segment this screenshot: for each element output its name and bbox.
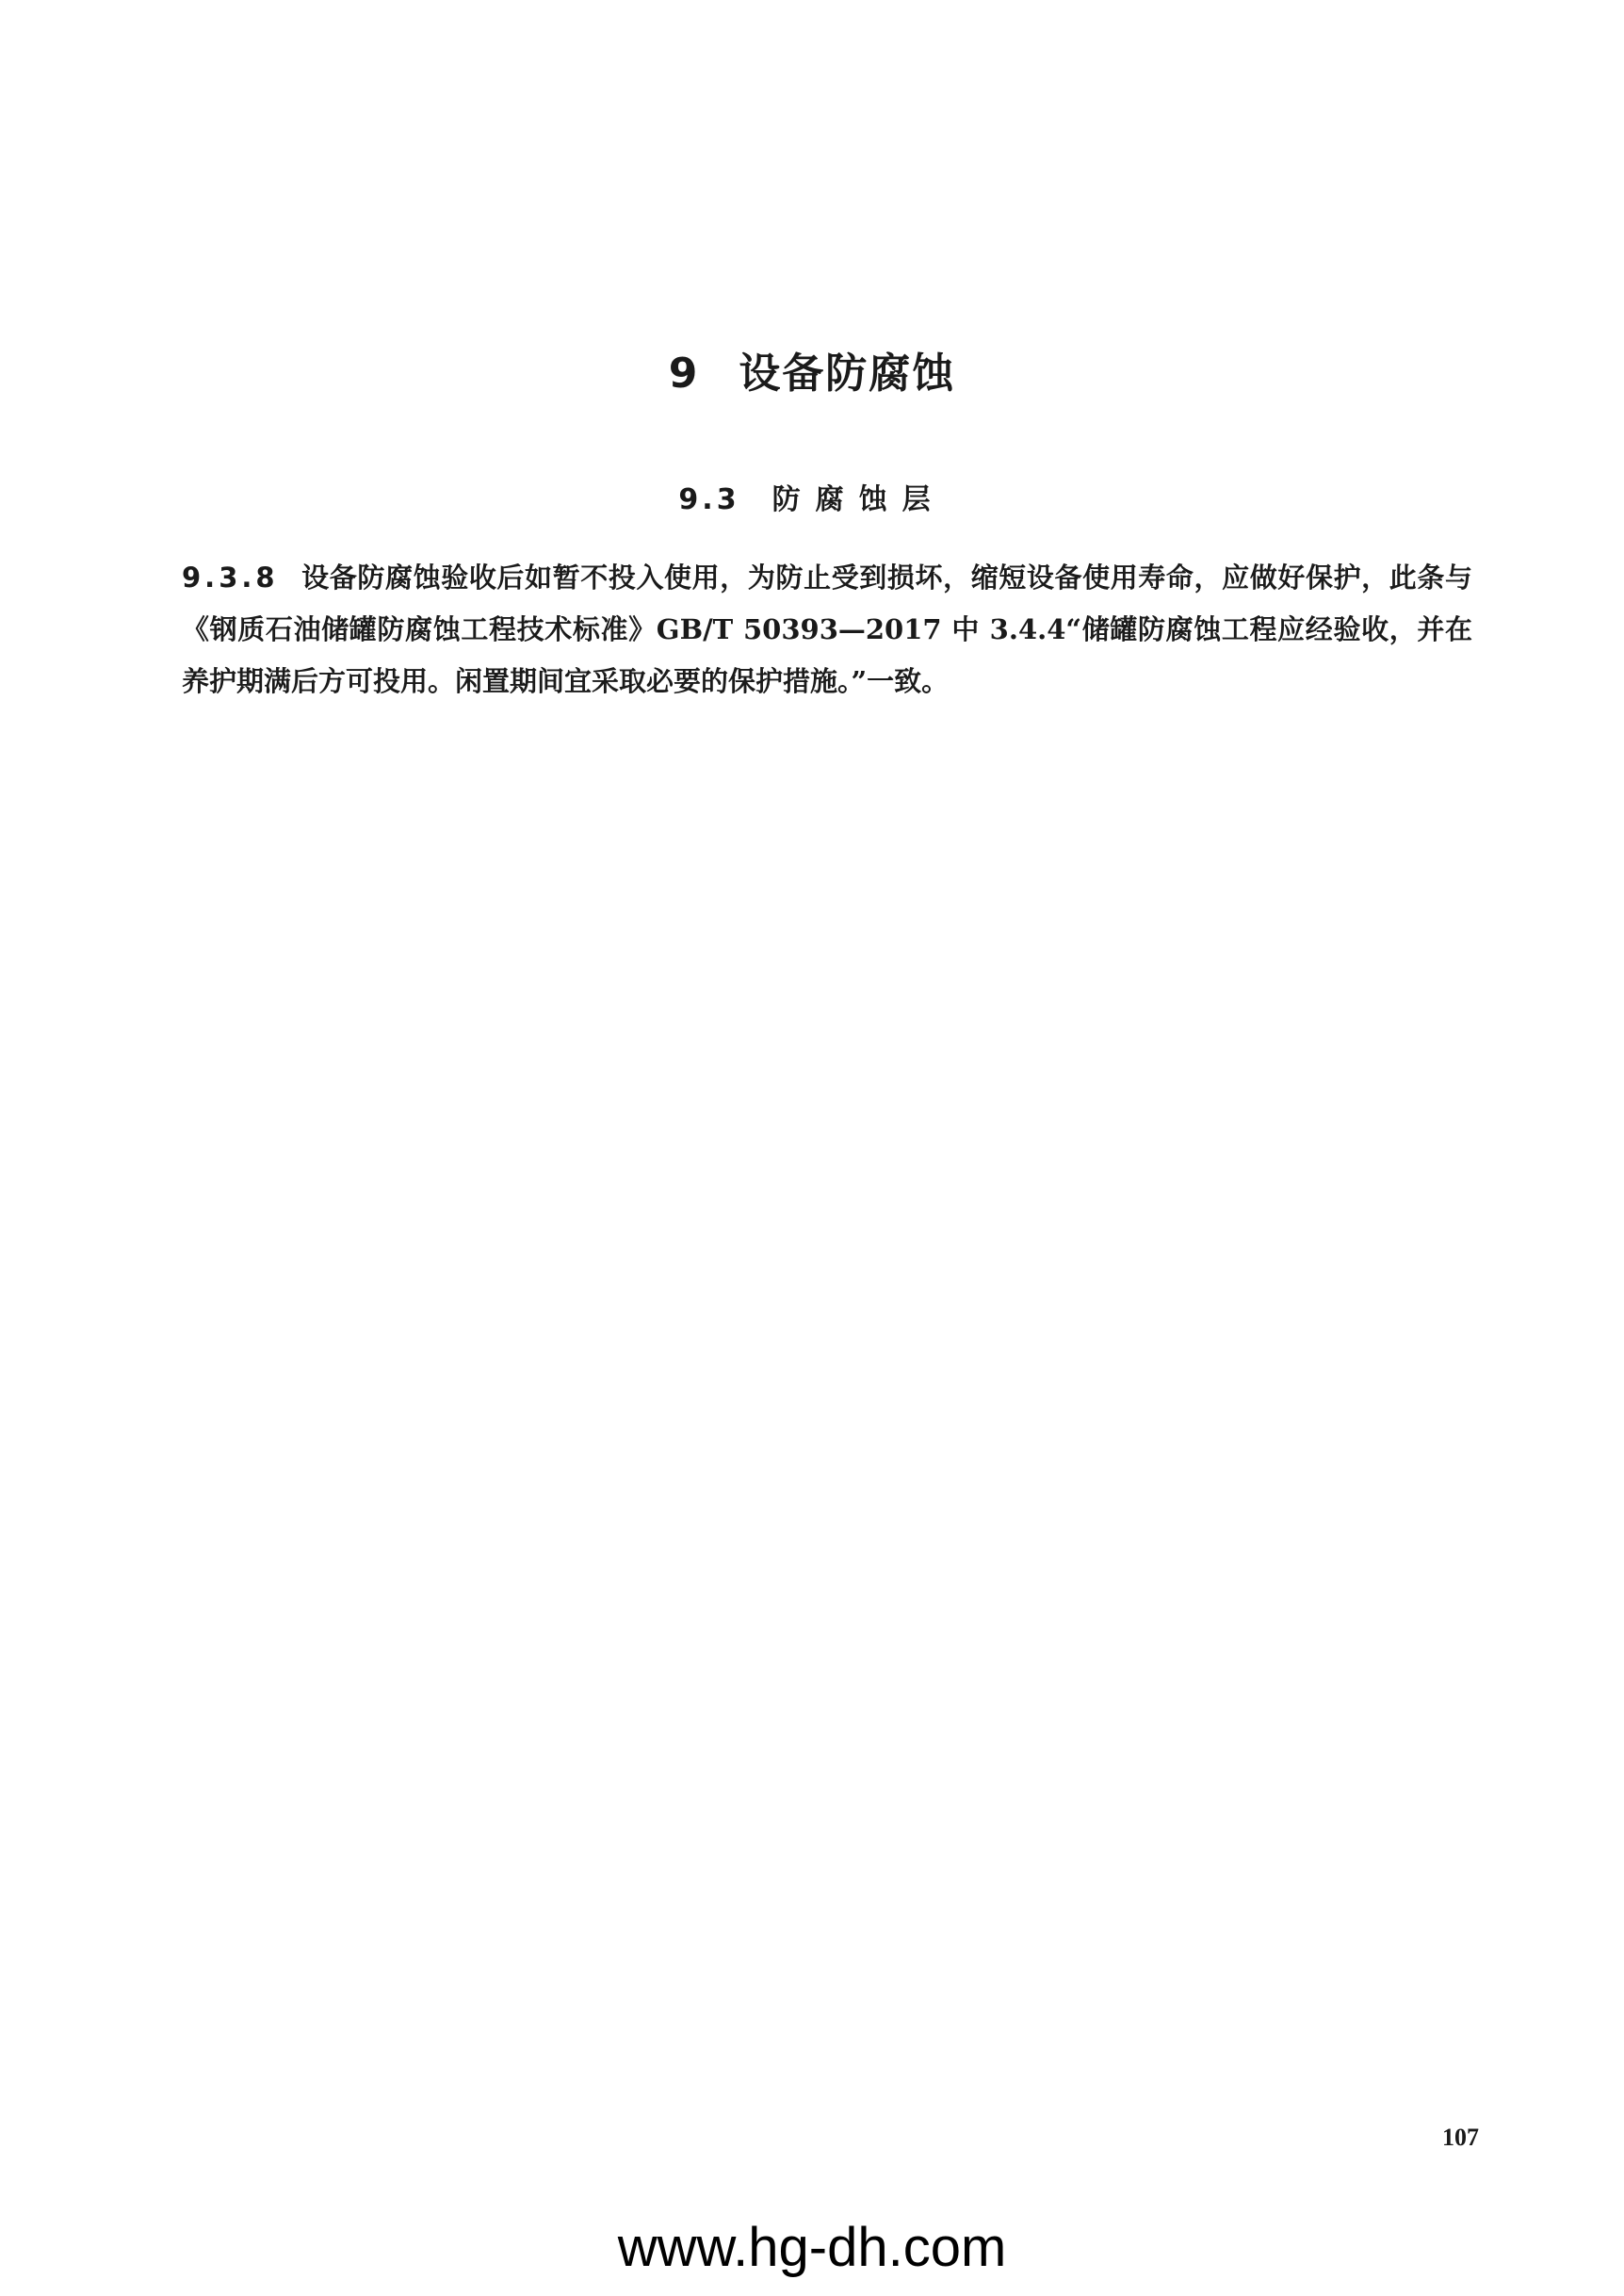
section-heading	[0, 476, 1624, 517]
clause-text: 设备防腐蚀验收后如暂不投入使用，为防止受到损坏，缩短设备使用寿命，应做好保护，此条与《钢质石油储罐防腐蚀工程技术标准》GB/T 50393—2017 中 3.4.4“储罐防腐蚀工程应经验收，并在养护期满后方可投用。闲置期间宜采取必要的保护措施。”一致。	[182, 562, 1472, 697]
clause-number: 9.3.8	[182, 562, 279, 594]
section-title: 防腐蚀层	[771, 483, 946, 516]
watermark-url: www.hg-dh.com	[617, 2217, 1007, 2278]
page-number: 107	[1442, 2124, 1479, 2151]
chapter-number: 9	[668, 350, 700, 398]
chapter-heading	[0, 339, 1624, 399]
clause-paragraph	[182, 552, 1472, 708]
chapter-title: 设备防腐蚀	[739, 350, 956, 398]
section-number: 9.3	[678, 483, 740, 516]
